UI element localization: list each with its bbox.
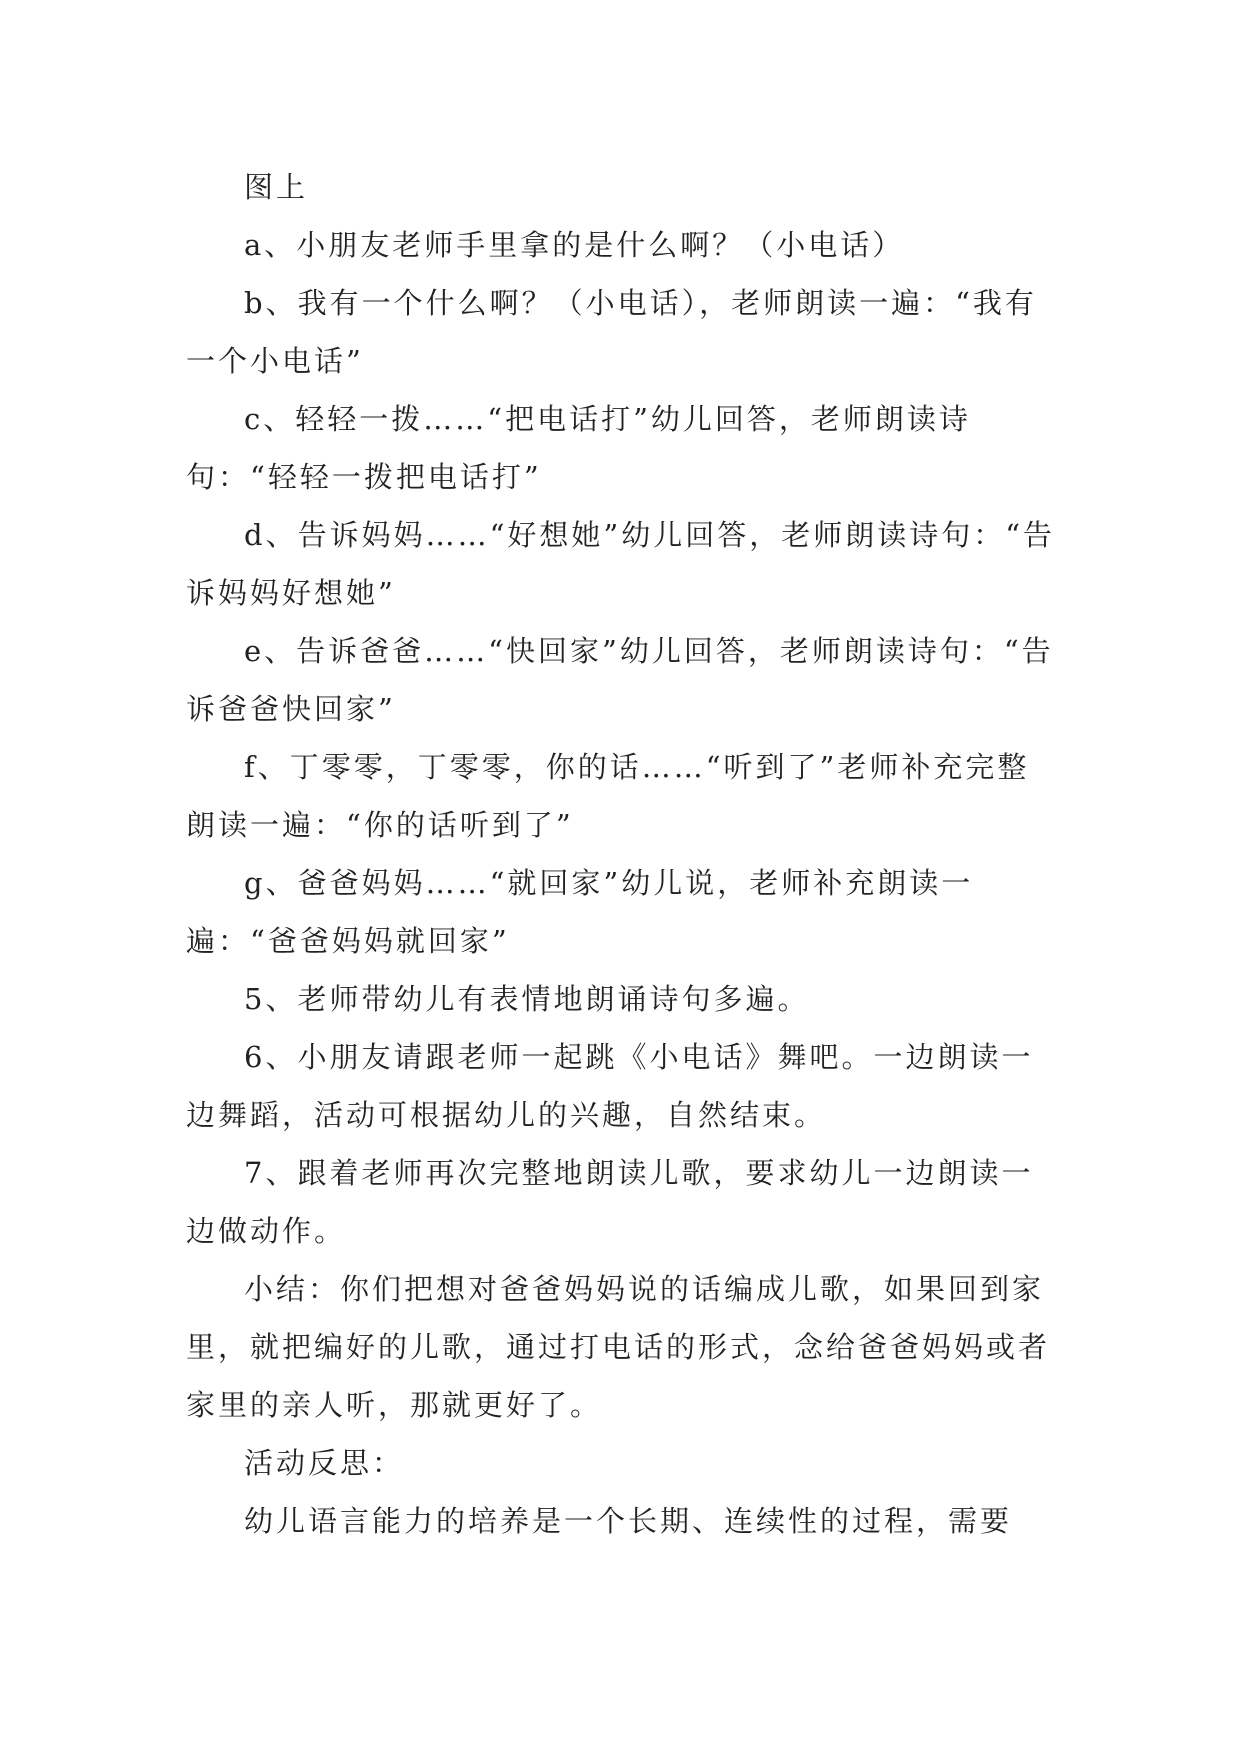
paragraph-step-a: a、小朋友老师手里拿的是什么啊？（小电话）	[244, 228, 905, 262]
paragraph-step-5: 5、老师带幼儿有表情地朗诵诗句多遍。	[244, 982, 810, 1016]
paragraph-step-6: 6、小朋友请跟老师一起跳《小电话》舞吧。一边朗读一边舞蹈，活动可根据幼儿的兴趣，自然结束。	[186, 1040, 1034, 1132]
paragraph-step-b: b、我有一个什么啊？（小电话），老师朗读一遍：“我有一个小电话”	[186, 286, 1037, 378]
paragraph-step-f: f、丁零零，丁零零，你的话……“听到了”老师补充完整朗读一遍：“你的话听到了”	[186, 750, 1030, 842]
paragraph-step-7: 7、跟着老师再次完整地朗读儿歌，要求幼儿一边朗读一边做动作。	[186, 1156, 1034, 1248]
document-page	[186, 158, 1056, 1550]
paragraph-step-d: d、告诉妈妈……“好想她”幼儿回答，老师朗读诗句：“告诉妈妈好想她”	[186, 518, 1056, 610]
paragraph-section-label: 图上	[244, 170, 309, 204]
paragraph-reflection-heading: 活动反思：	[244, 1446, 405, 1480]
paragraph-step-c: c、轻轻一拨……“把电话打”幼儿回答，老师朗读诗句：“轻轻一拨把电话打”	[186, 402, 971, 494]
paragraph-reflection-text: 幼儿语言能力的培养是一个长期、连续性的过程，需要	[244, 1504, 1013, 1538]
paragraph-step-g: g、爸爸妈妈……“就回家”幼儿说，老师补充朗读一遍：“爸爸妈妈就回家”	[186, 866, 974, 958]
paragraph-summary: 小结：你们把想对爸爸妈妈说的话编成儿歌，如果回到家里，就把编好的儿歌，通过打电话的形式，念给爸爸妈妈或者家里的亲人听，那就更好了。	[186, 1272, 1051, 1422]
paragraph-step-e: e、告诉爸爸……“快回家”幼儿回答，老师朗读诗句：“告诉爸爸快回家”	[186, 634, 1054, 726]
